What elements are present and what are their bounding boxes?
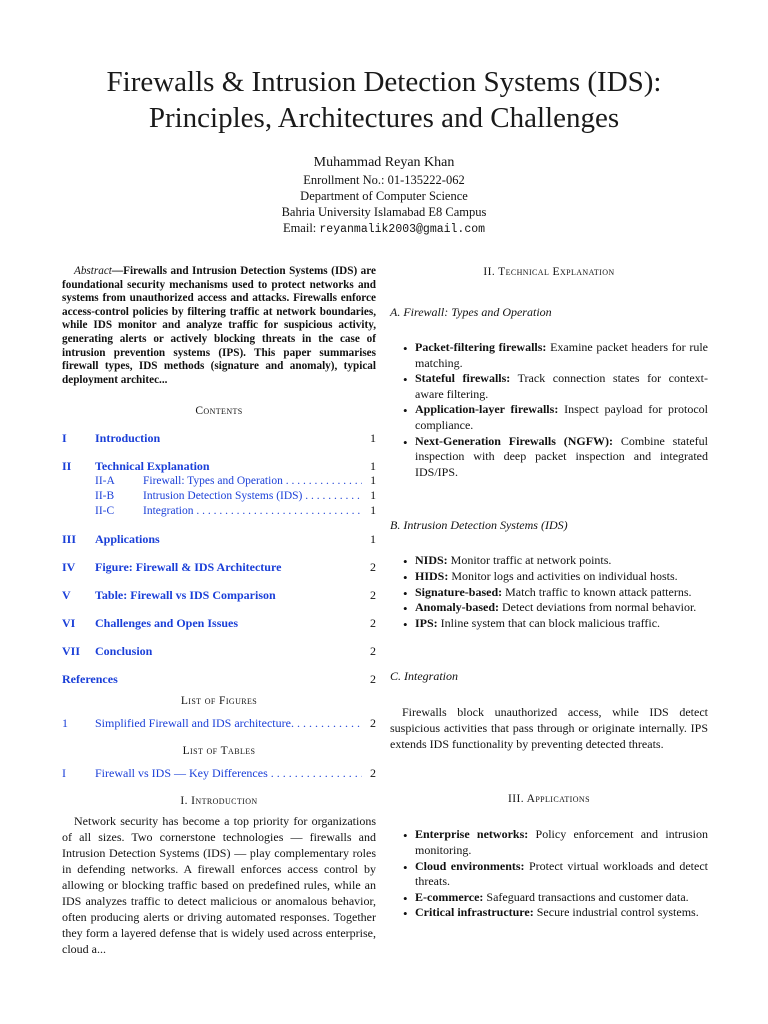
contents-heading: Contents [195,405,243,418]
integration-text: Firewalls block unauthorized access, while IDS detect suspicious activities that pass through or originate internally. IPS extends IDS functionality by preventing detected threats. [390,705,708,752]
toc-row-firewall-types[interactable]: II-A Firewall: Types and Operation . . . 1 [62,474,376,489]
ids-list [390,553,708,631]
applications-heading: III. Applications [508,793,590,806]
list-item: • Anomaly-based: Detect deviations from normal behavior. [415,600,708,616]
list-item: • NIDS: Monitor traffic at network points. [415,553,708,569]
abstract-dash: — [111,265,124,277]
toc-row-table[interactable]: V Table: Firewall vs IDS Comparison 2 [62,588,376,603]
title-line-1: Firewalls & Intrusion Detection Systems (IDS): [106,66,662,98]
list-item: • Cloud environments: Protect virtual workloads and detect threats. [415,859,708,890]
paper-title [40,64,728,136]
toc-row-ids[interactable]: II-B Intrusion Detection Systems (IDS) . . . 1 [62,489,376,504]
list-item: • Application-layer firewalls: Inspect payload for protocol compliance. [415,402,708,433]
toc-row-challenges[interactable]: VI Challenges and Open Issues 2 [62,616,376,631]
list-of-tables-heading: List of Tables [182,745,256,758]
toc-row-figure[interactable]: IV Figure: Firewall & IDS Architecture 2 [62,560,376,575]
abstract-label: Abstract [74,265,112,277]
author-name: Muhammad Reyan Khan [313,155,455,170]
abstract-text: Firewalls and Intrusion Detection Systems (IDS) are foundational security mechanisms used to protect networks and systems from unauthorized access and attacks. Firewalls enforce access-control policies by filtering traffic at network boundaries, while IDS monitor and analyze traffic for suspicious activity, generating alerts or actively blocking threats in the case of intrusion prevention systems (IPS). This paper summarises firewall types, IDS methods (signature and anomaly), typical deployment architec... [62,265,376,386]
toc-row-introduction[interactable]: I Introduction 1 [62,431,376,446]
list-item: • HIDS: Monitor logs and activities on individual hosts. [415,569,708,585]
firewall-types-heading: A. Firewall: Types and Operation [390,305,552,319]
author-block [100,155,668,238]
list-item: • Enterprise networks: Policy enforcement and intrusion monitoring. [415,827,708,858]
email-line [100,220,668,238]
toc-row-technical-explanation[interactable]: II Technical Explanation 1 [62,459,376,474]
toc-row-applications[interactable]: III Applications 1 [62,532,376,547]
applications-list [390,827,708,921]
right-column [390,265,708,921]
lof-row-1[interactable]: 1 Simplified Firewall and IDS architecture. . . . 2 [62,716,376,731]
lot-row-1[interactable]: I Firewall vs IDS — Key Differences . . . 2 [62,766,376,781]
list-item: • IPS: Inline system that can block malicious traffic. [415,616,708,632]
toc-row-integration[interactable]: II-C Integration . . . 1 [62,504,376,519]
list-item: • Critical infrastructure: Secure industrial control systems. [415,905,708,921]
list-item: • Next-Generation Firewalls (NGFW): Combine stateful inspection with deep packet inspection and integrated IDS/IPS. [415,434,708,481]
list-item: • Signature-based: Match traffic to known attack patterns. [415,585,708,601]
list-item: • Stateful firewalls: Track connection states for context-aware filtering. [415,371,708,402]
abstract [62,265,376,387]
integration-heading: C. Integration [390,669,458,684]
title-line-2: Principles, Architectures and Challenges [148,102,620,134]
university: Bahria University Islamabad E8 Campus [281,205,487,219]
table-of-contents [62,431,376,781]
firewall-types-list [390,340,708,480]
ids-heading: B. Intrusion Detection Systems (IDS) [390,518,568,533]
enrollment-number: Enrollment No.: 01-135222-062 [303,173,465,187]
list-item: • E-commerce: Safeguard transactions and customer data. [415,890,708,906]
email-label: Email: [282,221,320,235]
toc-row-conclusion[interactable]: VII Conclusion 2 [62,644,376,659]
introduction-heading: I. Introduction [180,795,258,808]
list-of-figures-heading: List of Figures [180,695,258,708]
email-address[interactable]: reyanmalik2003@gmail.com [319,223,486,236]
department: Department of Computer Science [300,189,468,203]
toc-row-references[interactable]: References 2 [62,672,376,687]
technical-explanation-heading: II. Technical Explanation [483,266,615,278]
left-column [62,265,376,957]
list-item: • Packet-filtering firewalls: Examine packet headers for rule matching. [415,340,708,371]
introduction-text: Network security has become a top priority for organizations of all sizes. Two cornerstone technologies — firewalls and Intrusion Detection Systems (IDS) — play complementary roles in defending networks. A firewall enforces access control by allowing or blocking traffic based on predefined rules, while an IDS analyzes traffic to detect malicious or anomalous behavior, often producing alerts or driving automated responses. Together they form a layered defense that is widely used across enterprise, cloud a... [62,814,376,957]
